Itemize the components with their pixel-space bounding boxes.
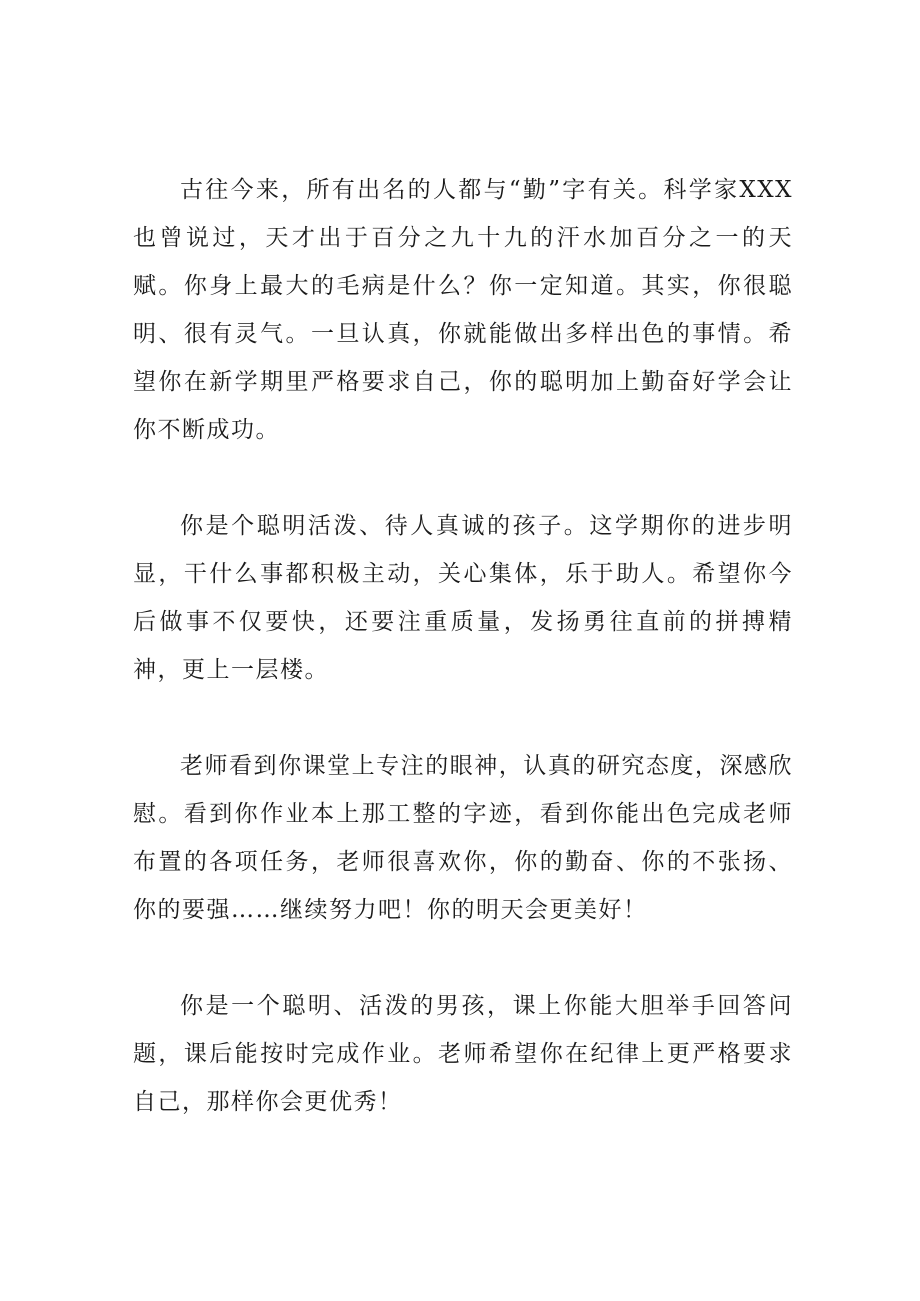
paragraph-4: 你是一个聪明、活泼的男孩，课上你能大胆举手回答问题，课后能按时完成作业。老师希望你在纪律上更严格要求自己，那样你会更优秀！ — [133, 993, 793, 1115]
paragraph-1: 古往今来，所有出名的人都与“勤”字有关。科学家XXX也曾说过，天才出于百分之九十九的汗水加百分之一的天赋。你身上最大的毛病是什么？你一定知道。其实，你很聪明、很有灵气。一旦认真，你就能做出多样出色的事情。希望你在新学期里严格要求自己，你的聪明加上勤奋好学会让你不断成功。 — [133, 177, 793, 443]
paragraph-3: 老师看到你课堂上专注的眼神，认真的研究态度，深感欣慰。看到你作业本上那工整的字迹，看到你能出色完成老师布置的各项任务，老师很喜欢你，你的勤奋、你的不张扬、你的要强……继续努力吧！你的明天会更美好！ — [133, 753, 793, 923]
document-body — [133, 166, 793, 1126]
paragraph-2: 你是个聪明活泼、待人真诚的孩子。这学期你的进步明显，干什么事都积极主动，关心集体，乐于助人。希望你今后做事不仅要快，还要注重质量，发扬勇往直前的拼搏精神，更上一层楼。 — [133, 513, 793, 683]
